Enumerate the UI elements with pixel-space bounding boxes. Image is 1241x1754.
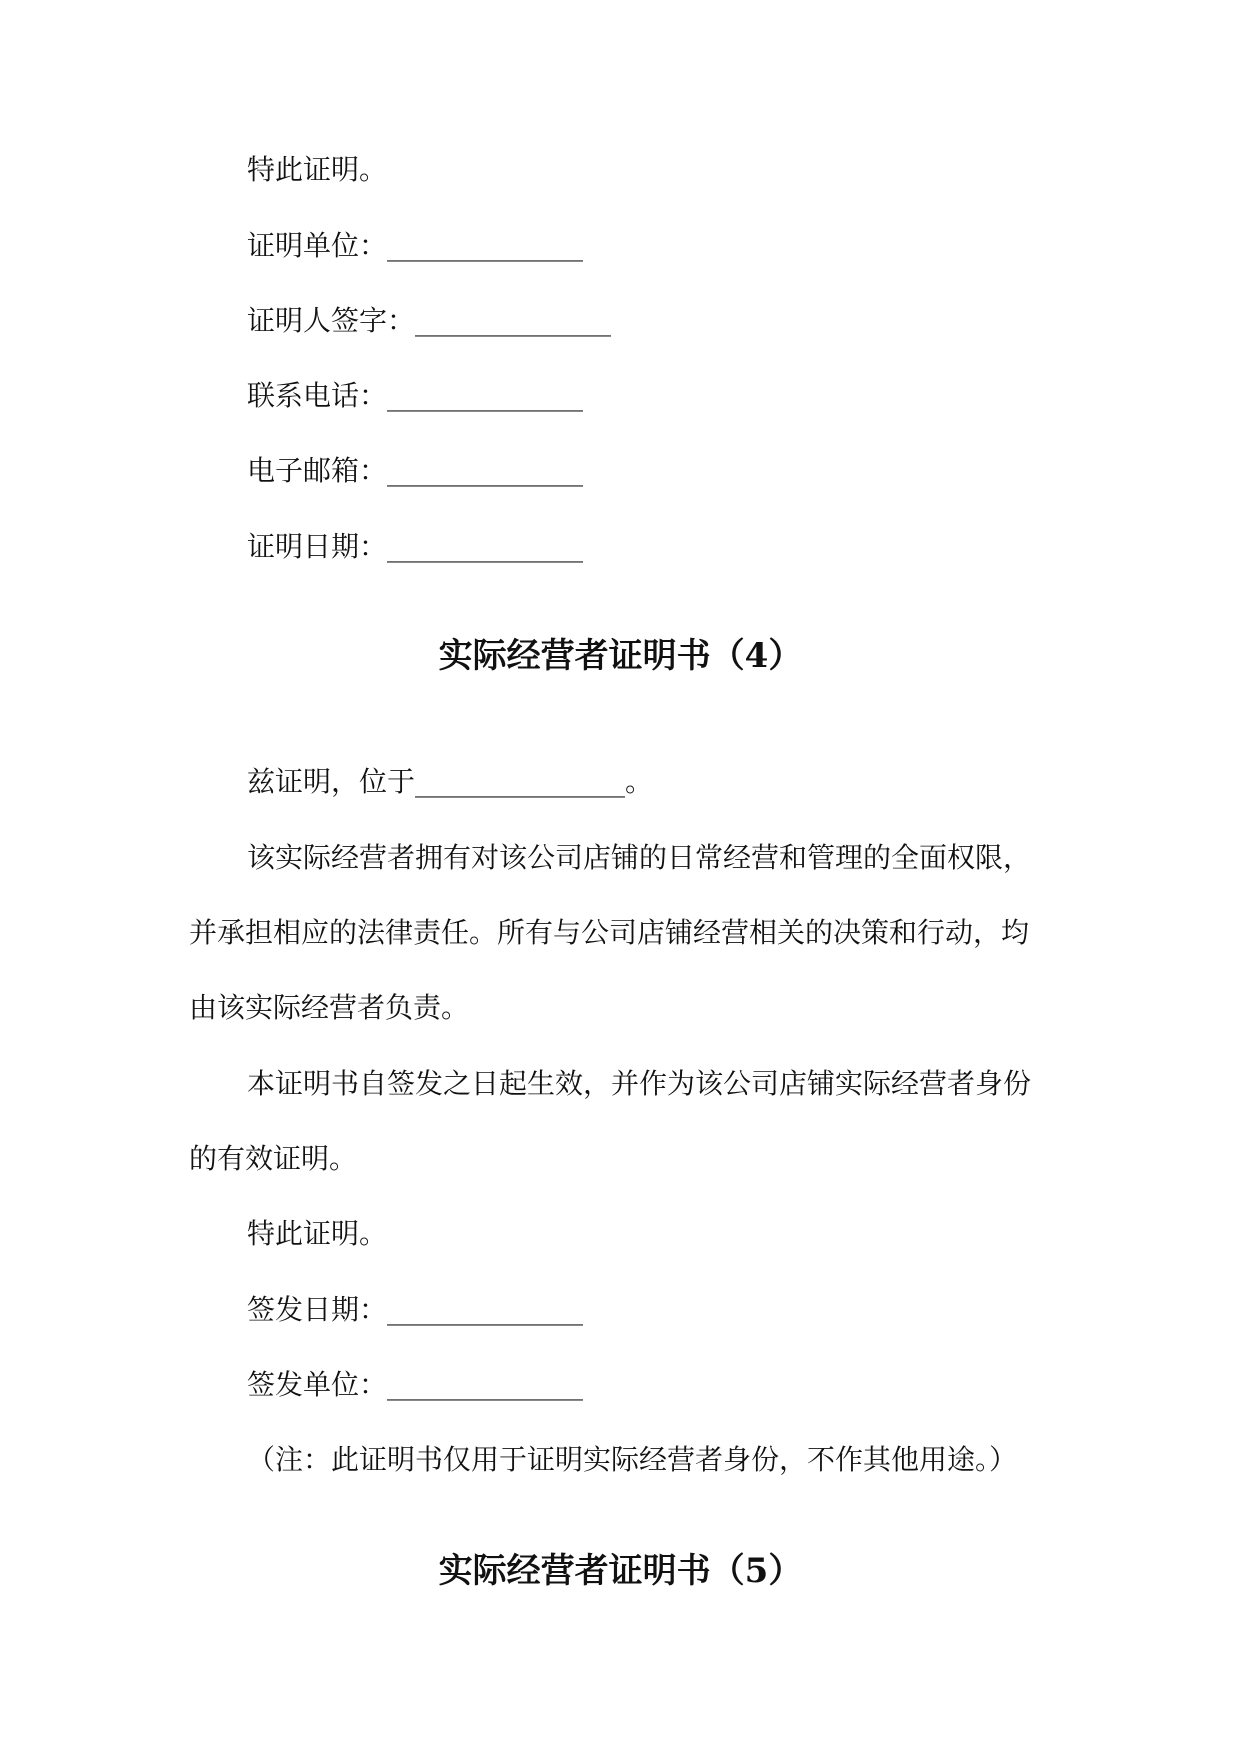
section-title: 实际经营者证明书（5）: [438, 1551, 803, 1591]
field-label: 证明日期：: [247, 530, 388, 563]
section-title: 实际经营者证明书（4）: [438, 636, 803, 676]
blank-line: ______________: [387, 379, 584, 412]
blank-line: ______________: [387, 229, 584, 262]
blank-line: ______________: [415, 304, 612, 337]
closing-text: 特此证明。: [247, 1217, 388, 1250]
blank-line: ______________: [387, 1368, 584, 1401]
intro-suffix: 。: [625, 765, 654, 798]
field-label: 电子邮箱：: [247, 454, 388, 487]
field-label: 证明人签字：: [247, 304, 416, 337]
note-text: （注：此证明书仅用于证明实际经营者身份，不作其他用途。）: [247, 1443, 1018, 1476]
field-certifier-signature: [247, 303, 1117, 339]
field-label: 联系电话：: [247, 379, 388, 412]
blank-line: ______________: [387, 530, 584, 563]
paragraph-line: 本证明书自签发之日起生效，并作为该公司店铺实际经营者身份: [247, 1067, 1032, 1100]
blank-line: ______________: [387, 1293, 584, 1326]
field-issuing-unit: [247, 1367, 1117, 1403]
field-label: 签发单位：: [247, 1368, 388, 1401]
blank-line: _______________: [415, 765, 626, 798]
paragraph-line: 并承担相应的法律责任。所有与公司店铺经营相关的决策和行动，均: [189, 916, 1030, 949]
intro-prefix: 兹证明，位于: [247, 765, 416, 798]
field-issue-date: [247, 1292, 1117, 1328]
field-date: [247, 529, 1117, 565]
field-label: 证明单位：: [247, 229, 388, 262]
paragraph-line: 由该实际经营者负责。: [189, 991, 470, 1024]
intro-line: [247, 764, 1117, 800]
field-phone: [247, 378, 1117, 414]
field-email: [247, 453, 1117, 489]
paragraph-line: 该实际经营者拥有对该公司店铺的日常经营和管理的全面权限，: [247, 841, 1032, 874]
blank-line: ______________: [387, 454, 584, 487]
field-certifying-unit: [247, 228, 1117, 264]
paragraph-line: 的有效证明。: [189, 1142, 358, 1175]
closing-text: 特此证明。: [247, 153, 388, 186]
field-label: 签发日期：: [247, 1293, 388, 1326]
